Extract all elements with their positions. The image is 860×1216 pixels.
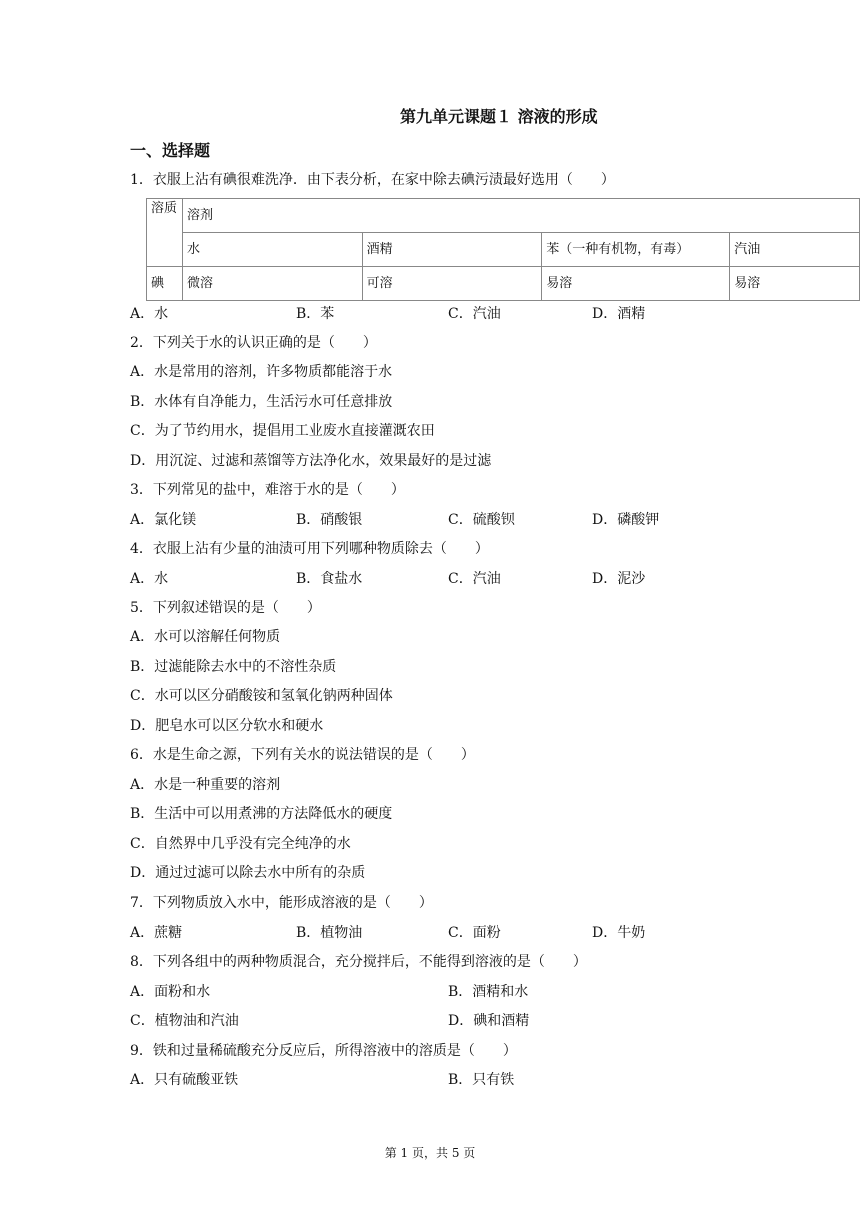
q7-option-a[interactable]: A．蔗糖 <box>130 925 183 941</box>
q1-option-b[interactable]: B．苯 <box>296 306 335 322</box>
q7-option-b[interactable]: B．植物油 <box>296 925 363 941</box>
q2-option-c[interactable]: C．为了节约用水，提倡用工业废水直接灌溉农田 <box>130 423 435 439</box>
question-1-stem: 1．衣服上沾有碘很难洗净．由下表分析，在家中除去碘污渍最好选用（ ） <box>130 172 615 188</box>
q8-option-b[interactable]: B．酒精和水 <box>448 984 529 1000</box>
q2-option-b[interactable]: B．水体有自净能力，生活污水可任意排放 <box>130 394 393 410</box>
question-6-stem: 6．水是生命之源，下列有关水的说法错误的是（ ） <box>130 747 475 763</box>
solubility-benzene: 易溶 <box>542 267 730 301</box>
q6-option-c[interactable]: C．自然界中几乎没有完全纯净的水 <box>130 836 351 852</box>
solvent-benzene: 苯（一种有机物，有毒） <box>542 233 730 267</box>
page-footer: 第 1 页，共 5 页 <box>384 1146 476 1160</box>
solute-header: 溶质 <box>147 199 183 267</box>
solvent-gasoline: 汽油 <box>730 233 860 267</box>
q8-option-d[interactable]: D．碘和酒精 <box>448 1013 530 1029</box>
solvent-water: 水 <box>182 233 362 267</box>
q4-option-c[interactable]: C．汽油 <box>448 571 501 587</box>
q5-option-c[interactable]: C．水可以区分硝酸铵和氢氧化钠两种固体 <box>130 688 393 704</box>
q3-option-a[interactable]: A．氯化镁 <box>130 512 197 528</box>
q9-option-a[interactable]: A．只有硫酸亚铁 <box>130 1072 239 1088</box>
q9-option-b[interactable]: B．只有铁 <box>448 1072 515 1088</box>
q7-option-d[interactable]: D．牛奶 <box>592 925 646 941</box>
solubility-gasoline: 易溶 <box>730 267 860 301</box>
q5-option-d[interactable]: D．肥皂水可以区分软水和硬水 <box>130 718 324 734</box>
solubility-alcohol: 可溶 <box>362 267 542 301</box>
q4-option-b[interactable]: B．食盐水 <box>296 571 363 587</box>
q7-option-c[interactable]: C．面粉 <box>448 925 501 941</box>
question-9-stem: 9．铁和过量稀硫酸充分反应后，所得溶液中的溶质是（ ） <box>130 1043 517 1059</box>
q5-option-a[interactable]: A．水可以溶解任何物质 <box>130 629 281 645</box>
q6-option-a[interactable]: A．水是一种重要的溶剂 <box>130 777 281 793</box>
q1-option-d[interactable]: D．酒精 <box>592 306 646 322</box>
question-4-stem: 4．衣服上沾有少量的油渍可用下列哪种物质除去（ ） <box>130 541 489 557</box>
solvent-header: 溶剂 <box>182 199 859 233</box>
solubility-table <box>146 198 860 301</box>
q3-option-b[interactable]: B．硝酸银 <box>296 512 363 528</box>
page-title: 第九单元课题１ 溶液的形成 <box>400 107 598 126</box>
q4-option-a[interactable]: A．水 <box>130 571 169 587</box>
q6-option-b[interactable]: B．生活中可以用煮沸的方法降低水的硬度 <box>130 806 393 822</box>
question-2-stem: 2．下列关于水的认识正确的是（ ） <box>130 335 377 351</box>
q6-option-d[interactable]: D．通过过滤可以除去水中所有的杂质 <box>130 865 366 881</box>
solubility-water: 微溶 <box>182 267 362 301</box>
section-heading: 一、选择题 <box>130 141 211 160</box>
q1-option-c[interactable]: C．汽油 <box>448 306 501 322</box>
solvent-alcohol: 酒精 <box>362 233 542 267</box>
q4-option-d[interactable]: D．泥沙 <box>592 571 646 587</box>
question-7-stem: 7．下列物质放入水中，能形成溶液的是（ ） <box>130 895 433 911</box>
question-8-stem: 8．下列各组中的两种物质混合，充分搅拌后，不能得到溶液的是（ ） <box>130 954 587 970</box>
q2-option-d[interactable]: D．用沉淀、过滤和蒸馏等方法净化水，效果最好的是过滤 <box>130 453 492 469</box>
question-3-stem: 3．下列常见的盐中，难溶于水的是（ ） <box>130 482 405 498</box>
q8-option-c[interactable]: C．植物油和汽油 <box>130 1013 239 1029</box>
solute-iodine: 碘 <box>147 267 183 301</box>
q8-option-a[interactable]: A．面粉和水 <box>130 984 211 1000</box>
q2-option-a[interactable]: A．水是常用的溶剂，许多物质都能溶于水 <box>130 364 393 380</box>
q1-option-a[interactable]: A．水 <box>130 306 169 322</box>
question-5-stem: 5．下列叙述错误的是（ ） <box>130 600 321 616</box>
q5-option-b[interactable]: B．过滤能除去水中的不溶性杂质 <box>130 659 337 675</box>
q3-option-c[interactable]: C．硫酸钡 <box>448 512 515 528</box>
q3-option-d[interactable]: D．磷酸钾 <box>592 512 660 528</box>
